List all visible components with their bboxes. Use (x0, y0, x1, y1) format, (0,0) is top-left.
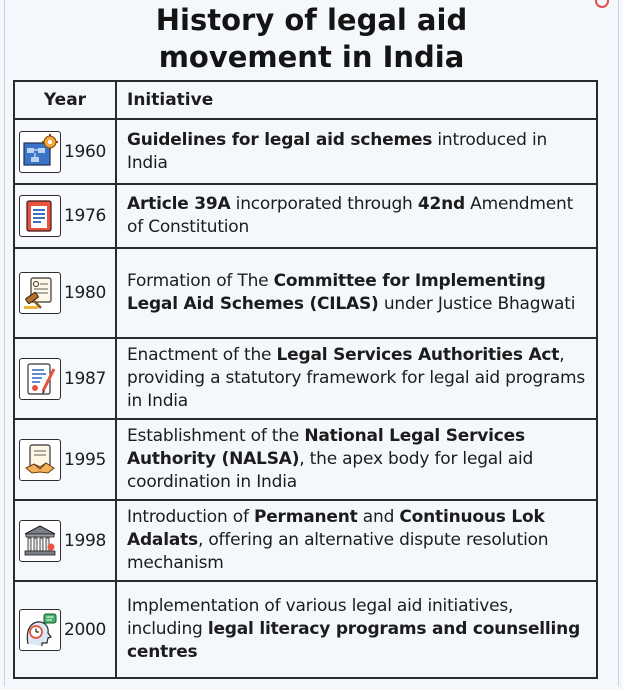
initiative-text-bold: Guidelines for legal aid schemes (127, 129, 433, 150)
year-cell (14, 184, 116, 248)
year-cell-content (15, 339, 115, 418)
title-line-2: movement in India (158, 40, 465, 74)
initiative-cell (116, 119, 597, 184)
year-label: 1960 (64, 141, 107, 162)
legal-document-pen-icon (19, 358, 61, 400)
initiative-text-bold: Article 39A (127, 194, 231, 214)
initiative-text-bold: Continuous Lok Adalats (127, 507, 545, 550)
year-label: 1998 (64, 530, 107, 551)
initiative-text: incorporated through (230, 194, 418, 214)
gavel-document-icon (19, 272, 61, 314)
initiative-cell (116, 338, 597, 419)
initiative-cell (116, 184, 597, 248)
initiative-cell (116, 581, 597, 678)
initiative-cell (116, 419, 597, 500)
year-label: 1987 (64, 368, 107, 389)
flowchart-gear-icon (19, 131, 61, 173)
initiative-text: Enactment of the (127, 345, 277, 365)
initiative-text-bold: Permanent (253, 507, 358, 527)
year-cell-content (15, 582, 115, 677)
table-row (14, 500, 597, 581)
initiative-cell (116, 248, 597, 338)
initiative-text-bold: 42nd (417, 194, 465, 214)
year-cell-content (15, 501, 115, 580)
initiative-text: and (357, 507, 400, 527)
year-cell (14, 119, 116, 184)
initiative-text: Formation of The (127, 271, 274, 291)
year-cell-content (15, 120, 115, 183)
year-label: 1995 (64, 449, 107, 470)
initiative-text: , the apex body for legal aid coordination in India (127, 449, 534, 492)
year-label: 1980 (64, 283, 107, 303)
table-row (14, 338, 597, 419)
title-line-1: History of legal aid (155, 3, 468, 37)
table-row (14, 184, 597, 248)
initiative-text: , offering an alternative dispute resolution mechanism (127, 530, 549, 573)
year-label: 2000 (64, 619, 107, 640)
year-label: 1976 (64, 206, 107, 226)
initiative-text-bold: legal literacy programs and counselling centres (127, 619, 581, 662)
table-row (14, 419, 597, 500)
year-cell (14, 248, 116, 338)
initiative-cell (116, 500, 597, 581)
initiative-text: Introduction of (127, 507, 254, 527)
document-icon (19, 195, 61, 237)
year-cell-content (15, 249, 115, 337)
initiative-text: introduced in India (127, 129, 548, 173)
year-column-header: Year (14, 81, 116, 119)
court-building-icon (19, 520, 61, 562)
year-cell-content (15, 185, 115, 247)
initiative-text-bold: Legal Services Authorities Act (276, 345, 560, 365)
initiative-text: , providing a statutory framework for legal aid programs in India (127, 345, 586, 411)
year-cell (14, 419, 116, 500)
year-cell (14, 500, 116, 581)
year-cell (14, 581, 116, 678)
head-clock-chat-icon (19, 609, 61, 651)
table-row (14, 581, 597, 678)
initiative-column-header: Initiative (116, 81, 597, 119)
table-header-row (14, 81, 597, 119)
initiative-text: Implementation of various legal aid initiatives, including (127, 596, 514, 639)
initiative-text-bold: Committee for Implementing Legal Aid Schemes (CILAS) (127, 271, 546, 314)
year-cell-content (15, 420, 115, 499)
page-title (0, 2, 623, 76)
initiative-text: Establishment of the (127, 426, 305, 446)
initiative-text: Amendment of Constitution (127, 194, 574, 237)
initiative-text-bold: National Legal Services Authority (NALSA) (127, 426, 525, 469)
initiative-text: under Justice Bhagwati (378, 294, 576, 314)
agreement-handshake-icon (19, 439, 61, 481)
legal-aid-table (13, 80, 598, 679)
table-row (14, 248, 597, 338)
year-cell (14, 338, 116, 419)
table-row (14, 119, 597, 184)
